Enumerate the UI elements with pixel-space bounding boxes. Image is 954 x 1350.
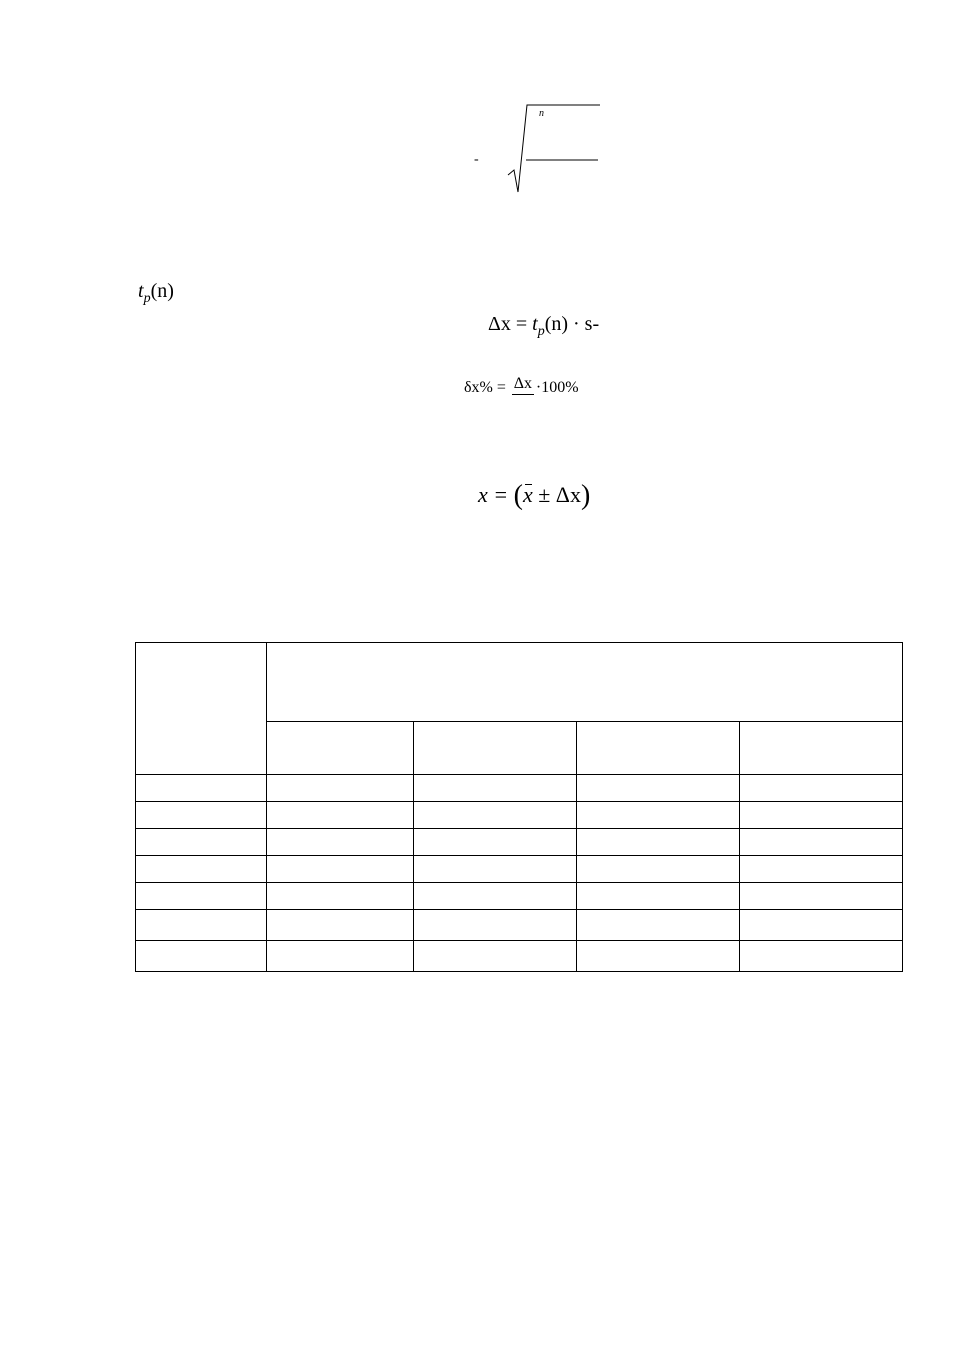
table-cell <box>136 883 267 910</box>
table-cell <box>267 775 414 802</box>
fraction-bar <box>512 394 534 401</box>
table-cell <box>414 883 577 910</box>
table-row <box>136 775 903 802</box>
relative-error-formula <box>464 376 579 401</box>
table-cell <box>136 910 267 941</box>
abs-err-lhs: Δx = <box>488 313 533 335</box>
table-cell <box>740 722 903 775</box>
table-cell <box>136 643 267 775</box>
abs-err-t: t <box>532 313 538 335</box>
table-cell <box>267 722 414 775</box>
table-cell <box>740 829 903 856</box>
table-cell <box>740 856 903 883</box>
table-cell <box>267 856 414 883</box>
table-cell <box>136 802 267 829</box>
table-cell <box>414 856 577 883</box>
sqrt-index: n <box>539 108 544 119</box>
table-cell <box>136 856 267 883</box>
table-cell <box>414 910 577 941</box>
table-cell <box>577 775 740 802</box>
table-cell <box>267 883 414 910</box>
rel-err-lhs: δx% = <box>464 379 510 397</box>
table-row <box>136 941 903 972</box>
table-cell <box>136 941 267 972</box>
table-cell <box>136 775 267 802</box>
sqrt-prefix: - <box>474 152 479 167</box>
student-coefficient-symbol <box>138 280 174 307</box>
tp-sub: p <box>143 290 151 306</box>
result-xbar: x <box>522 482 533 507</box>
table-cell <box>577 856 740 883</box>
table-row <box>136 883 903 910</box>
table-header-row <box>136 643 903 722</box>
table-cell <box>414 802 577 829</box>
table-cell <box>740 775 903 802</box>
result-close: ) <box>580 480 591 511</box>
table-row <box>136 802 903 829</box>
abs-err-suffix: - <box>592 313 600 335</box>
table-cell <box>577 941 740 972</box>
table-cell <box>740 910 903 941</box>
table-cell <box>577 883 740 910</box>
table-cell <box>414 775 577 802</box>
measurement-table <box>135 642 903 972</box>
table-cell <box>267 643 903 722</box>
table-cell <box>136 829 267 856</box>
table-row <box>136 829 903 856</box>
table-row <box>136 856 903 883</box>
table-cell <box>414 829 577 856</box>
table-cell <box>414 941 577 972</box>
result-formula <box>478 480 590 512</box>
table-row <box>136 910 903 941</box>
table-cell <box>267 941 414 972</box>
absolute-error-formula <box>488 313 599 340</box>
table-cell <box>414 722 577 775</box>
table-cell <box>577 910 740 941</box>
table-cell <box>740 941 903 972</box>
abs-err-rhs: (n) · s <box>544 313 593 335</box>
table-cell <box>577 722 740 775</box>
result-open: ( <box>513 480 523 511</box>
result-pm: ± Δx <box>532 482 581 507</box>
table-cell <box>267 910 414 941</box>
table-cell <box>267 829 414 856</box>
rel-err-numerator: Δx <box>513 375 533 392</box>
tp-t: t <box>138 280 144 302</box>
table-cell <box>740 883 903 910</box>
abs-err-sub: p <box>537 323 545 339</box>
table-cell <box>577 802 740 829</box>
tp-arg: (n) <box>150 280 174 302</box>
result-lhs: x = <box>478 482 514 507</box>
rel-err-rhs: ·100% <box>535 379 579 397</box>
rel-err-fraction <box>512 376 534 401</box>
table-cell <box>740 802 903 829</box>
table-cell <box>267 802 414 829</box>
table-cell <box>577 829 740 856</box>
